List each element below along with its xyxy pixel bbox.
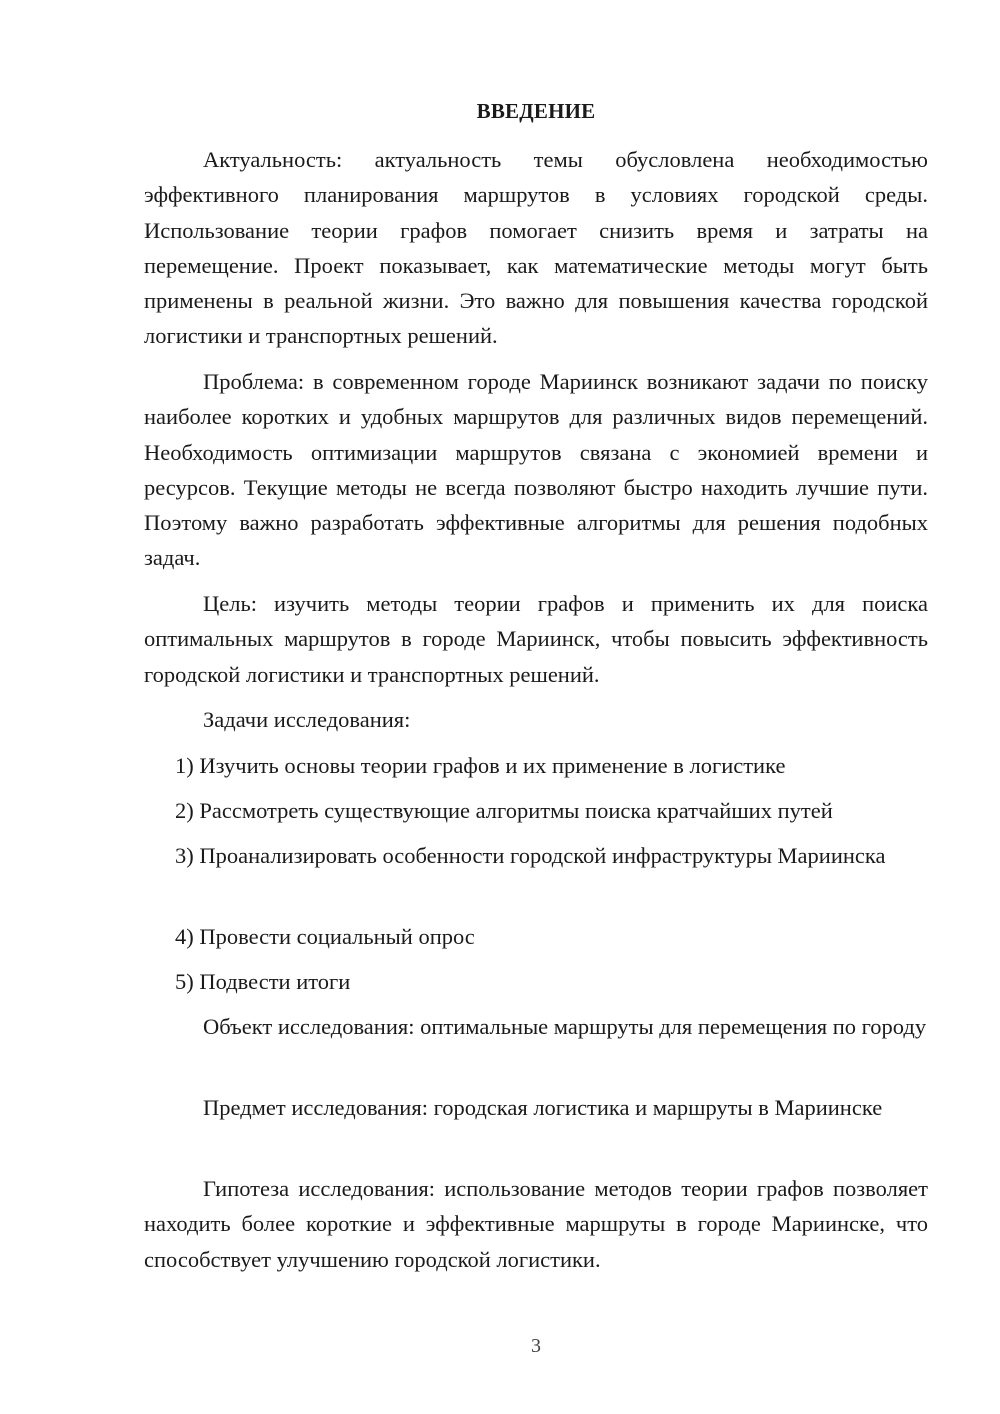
problem-paragraph: Проблема: в современном городе Мариинск возникают задачи по поиску наиболее коротких и удобных маршрутов для различных видов перемещений. Необходимость оптимизации маршрутов связана с экономией времени и ресурсов. Текущие методы не всегда позволяют быстро находить лучшие пути. Поэтому важно разработать эффективные алгоритмы для решения подобных задач. (144, 369, 928, 571)
goal-paragraph: Цель: изучить методы теории графов и применить их для поиска оптимальных маршрутов в городе Мариинск, чтобы повысить эффективность городской логистики и транспортных решений. (144, 591, 928, 687)
task-list-item: 1) Изучить основы теории графов и их применение в логистике (175, 753, 786, 778)
relevance-paragraph: Актуальность: актуальность темы обусловлена необходимостью эффективного планирования маршрутов в условиях городской среды. Использование теории графов помогает снизить время и затраты на перемещение. Проект показывает, как математические методы могут быть применены в реальной жизни. Это важно для повышения качества городской логистики и транспортных решений. (144, 147, 928, 349)
object-paragraph: Объект исследования: оптимальные маршруты для перемещения по городу (203, 1014, 927, 1039)
page-title: ВВЕДЕНИЕ (476, 99, 596, 123)
task-list-item: 4) Провести социальный опрос (175, 924, 475, 949)
task-list-item: 3) Проанализировать особенности городской инфраструктуры Мариинска (175, 843, 886, 868)
task-list-item: 5) Подвести итоги (175, 969, 351, 994)
hypothesis-paragraph: Гипотеза исследования: использование методов теории графов позволяет находить более короткие и эффективные маршруты в городе Мариинске, что способствует улучшению городской логистики. (144, 1176, 928, 1272)
page-number: 3 (531, 1335, 541, 1357)
subject-paragraph: Предмет исследования: городская логистика и маршруты в Мариинске (203, 1095, 883, 1120)
task-list-item: 2) Рассмотреть существующие алгоритмы поиска кратчайших путей (175, 798, 833, 823)
tasks-heading: Задачи исследования: (203, 707, 411, 732)
